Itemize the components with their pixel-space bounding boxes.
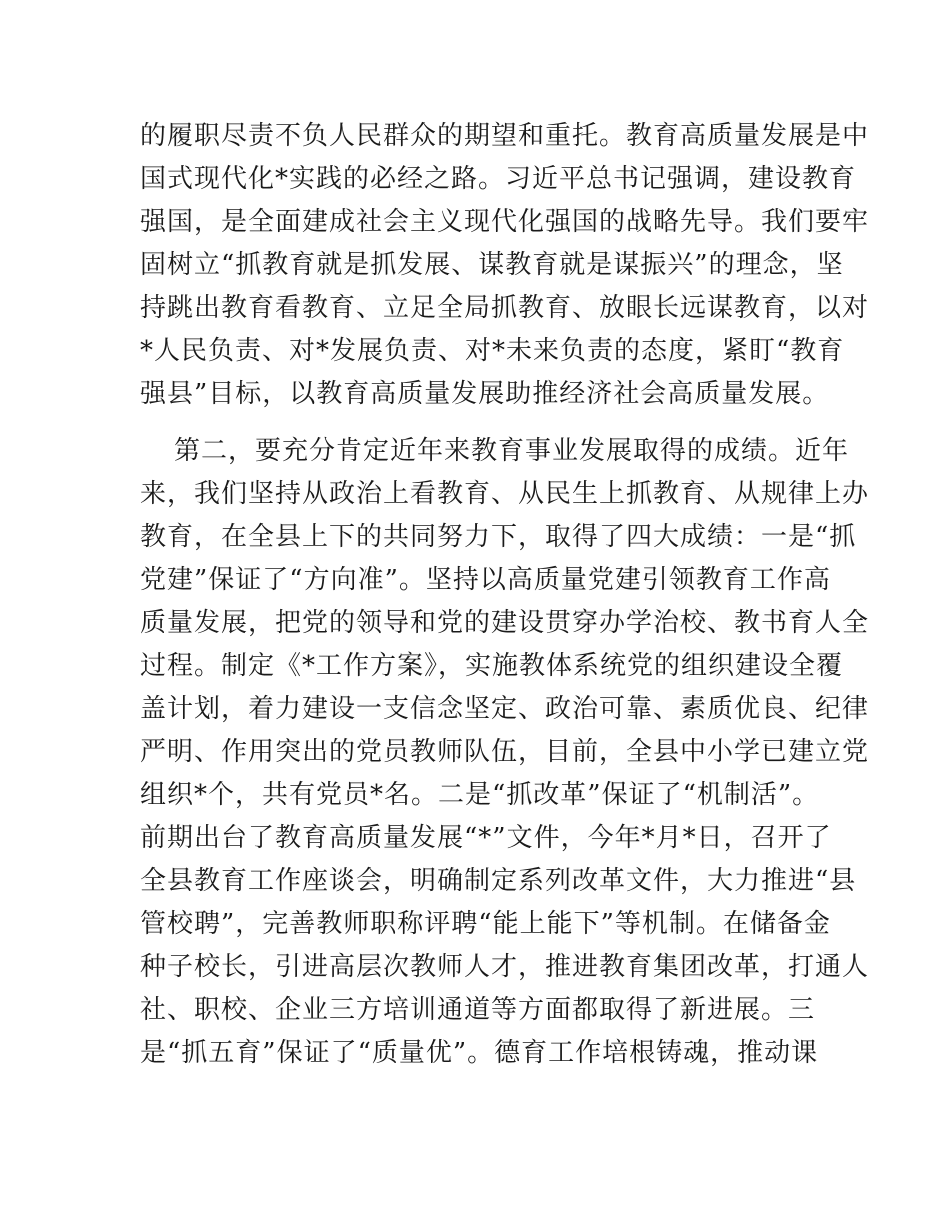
text-line: 前期出台了教育高质量发展“*”文件，今年*月*日，召开了 bbox=[140, 823, 832, 853]
text-line: 的履职尽责不负人民群众的期望和重托。教育高质量发展是中 bbox=[140, 121, 870, 151]
text-line: 过程。制定《*工作方案》，实施教体系统党的组织建设全覆 bbox=[140, 651, 844, 681]
text-line: 管校聘”，完善教师职称评聘“能上能下”等机制。在储备金 bbox=[140, 909, 831, 939]
text-line: 国式现代化*实践的必经之路。习近平总书记强调，建设教育 bbox=[140, 164, 857, 194]
text-line: *人民负责、对*发展负责、对*未来负责的态度，紧盯“教育 bbox=[140, 336, 845, 366]
text-line: 持跳出教育看教育、立足全局抓教育、放眼长远谋教育，以对 bbox=[140, 293, 870, 323]
text-line: 组织*个，共有党员*名。二是“抓改革”保证了“机制活”。 bbox=[140, 780, 820, 810]
text-line: 盖计划，着力建设一支信念坚定、政治可靠、素质优良、纪律 bbox=[140, 694, 870, 724]
text-line: 党建”保证了“方向准”。坚持以高质量党建引领教育工作高 bbox=[140, 565, 831, 595]
text-line: 教育，在全县上下的共同努力下，取得了四大成绩：一是“抓 bbox=[140, 522, 857, 552]
text-line: 固树立“抓教育就是抓发展、谋教育就是谋振兴”的理念，坚 bbox=[140, 250, 844, 280]
text-line: 是“抓五育”保证了“质量优”。德育工作培根铸魂，推动课 bbox=[140, 1038, 819, 1068]
paragraph-second-point bbox=[140, 430, 870, 1075]
text-line: 强国，是全面建成社会主义现代化强国的战略先导。我们要牢 bbox=[140, 207, 870, 237]
text-line: 社、职校、企业三方培训通道等方面都取得了新进展。三 bbox=[140, 995, 816, 1025]
text-line: 全县教育工作座谈会，明确制定系列改革文件，大力推进“县 bbox=[140, 866, 857, 896]
text-line: 严明、作用突出的党员教师队伍，目前，全县中小学已建立党 bbox=[140, 737, 870, 767]
text-line: 强县”目标，以教育高质量发展助推经济社会高质量发展。 bbox=[140, 379, 830, 409]
text-line: 种子校长，引进高层次教师人才，推进教育集团改革，打通人 bbox=[140, 952, 870, 982]
text-line: 质量发展，把党的领导和党的建设贯穿办学治校、教书育人全 bbox=[140, 608, 870, 638]
text-line: 来，我们坚持从政治上看教育、从民生上抓教育、从规律上办 bbox=[140, 479, 870, 509]
paragraph-continued bbox=[140, 115, 870, 416]
text-line: 第二，要充分肯定近年来教育事业发展取得的成绩。近年 bbox=[174, 436, 850, 466]
